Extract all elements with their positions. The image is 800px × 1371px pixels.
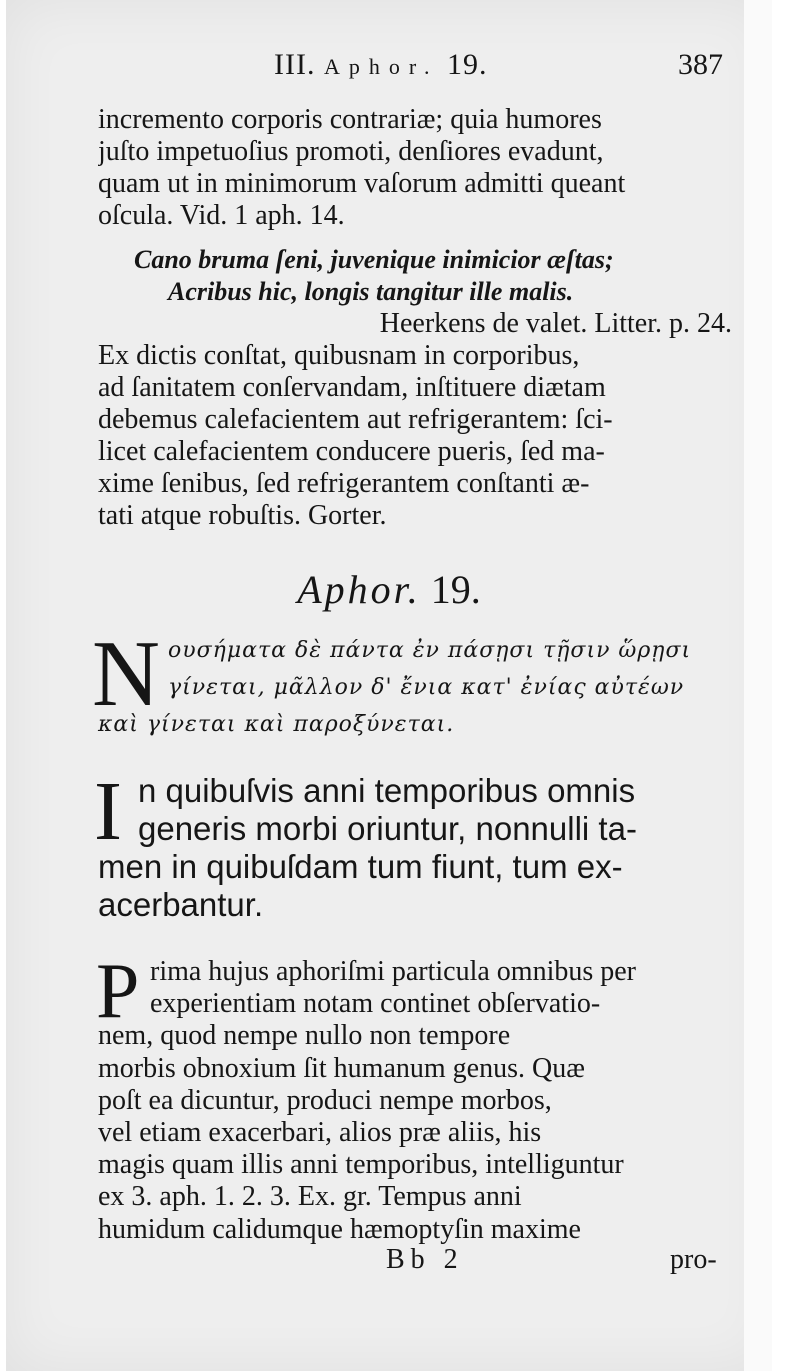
text-line: ad ſanitatem conſervandam, inſtituere diætam [98, 372, 606, 403]
quote-line: Acribus hic, longis tangitur ille malis. [168, 277, 574, 306]
running-title-text: Aphor. [323, 54, 439, 79]
commentary-line: humidum calidumque hæmoptyſin maxime [98, 1213, 581, 1245]
commentary-dropcap: P [96, 947, 140, 1034]
section-number: III. [274, 48, 316, 81]
page-edge [744, 0, 772, 1371]
commentary-line: poſt ea dicuntur, produci nempe morbos, [98, 1084, 552, 1116]
commentary-line: rima hujus aphoriſmi particula omnibus per [150, 956, 637, 987]
text-line: xime ſenibus, ſed refrigerantem conſtanti æ- [98, 468, 590, 499]
aphorism-label: Aphor. [297, 567, 421, 612]
greek-line: ουσήματα δὲ πάντα ἐν πάσῃσι τῇσιν ὥρῃσι [168, 638, 692, 663]
text-line: juſto impetuoſius promoti, denſiores evadunt, [98, 136, 604, 167]
commentary-line: experientiam notam continet obſervatio- [150, 988, 601, 1020]
page-footer [6, 1244, 772, 1284]
text-line: oſcula. Vid. 1 aph. 14. [98, 200, 345, 231]
latin-line: acerbantur. [98, 886, 264, 923]
running-head [6, 48, 772, 92]
second-paragraph [98, 340, 740, 532]
greek-line: καὶ γίνεται καὶ παροξύνεται. [98, 712, 455, 737]
commentary-line: ex 3. aph. 1. 2. 3. Ex. gr. Tempus anni [98, 1181, 522, 1213]
commentary-line: magis quam illis anni temporibus, intelliguntur [98, 1149, 624, 1181]
top-paragraph [98, 104, 740, 232]
aphorism-heading [6, 566, 772, 613]
quote-line: Cano bruma ſeni, juvenique inimicior æſtas; [134, 245, 614, 274]
aphorism-number: 19. [446, 48, 488, 81]
signature-mark: Bb 2 [386, 1244, 464, 1275]
quote-source: Heerkens de valet. Litter. p. 24. [379, 308, 732, 339]
verse-quote [98, 244, 740, 340]
greek-line: γίνεται, μᾶλλον δ' ἔνια κατ' ἐνίας αὐτέων [168, 675, 685, 700]
latin-translation [94, 765, 740, 924]
latin-line: generis morbi oriuntur, nonnulli ta- [138, 810, 637, 847]
greek-dropcap: N [92, 622, 160, 726]
running-title [274, 48, 487, 82]
text-line: incremento corporis contrariæ; quia humores [98, 104, 602, 135]
text-line: tati atque robuſtis. Gorter. [98, 500, 387, 531]
text-line: licet calefacientem conducere pueris, ſed ma- [98, 436, 605, 467]
latin-line: men in quibuſdam tum fiunt, tum ex- [98, 848, 623, 885]
commentary-line: vel etiam exacerbari, alios præ aliis, his [98, 1117, 542, 1149]
aphorism-heading-number: 19. [430, 567, 481, 612]
greek-aphorism [92, 622, 740, 743]
commentary-line: nem, quod nempe nullo non tempore [98, 1020, 511, 1052]
text-line: debemus calefacientem aut refrigerantem: ſci- [98, 404, 613, 435]
commentary-line: morbis obnoxium ſit humanum genus. Quæ [98, 1052, 585, 1084]
commentary [96, 947, 740, 1246]
text-line: quam ut in minimorum vaſorum admitti queant [98, 168, 626, 199]
text-line: Ex dictis conſtat, quibusnam in corporibus, [98, 340, 580, 371]
latin-line: n quibuſvis anni temporibus omnis [138, 772, 636, 809]
catchword: pro- [670, 1244, 717, 1275]
latin-dropcap: I [94, 765, 122, 858]
page-number: 387 [678, 48, 723, 81]
book-page [6, 0, 772, 1371]
